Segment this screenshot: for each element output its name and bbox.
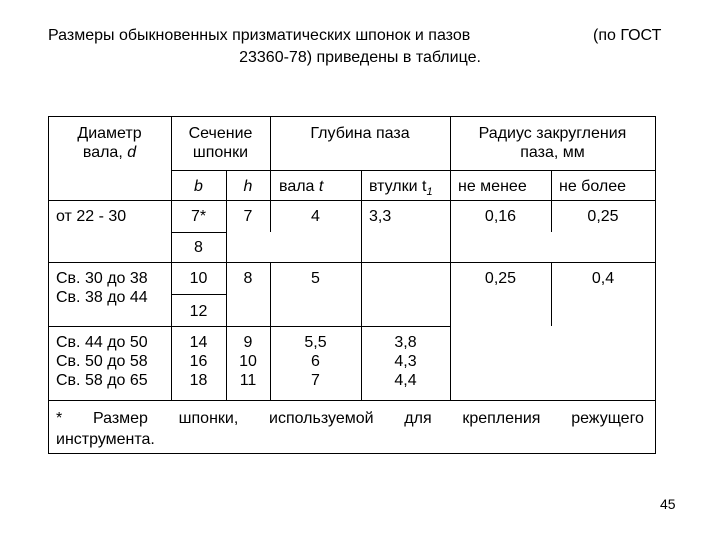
subheader-min: не менее (458, 178, 527, 195)
subheader-b: b (194, 178, 203, 195)
table-cell-t: 4 (311, 208, 320, 225)
table-cell-h: 7 (243, 208, 253, 225)
table-footnote (56, 408, 644, 450)
table-cell-b: 10 (189, 270, 208, 287)
subheader-h: h (243, 178, 253, 195)
table-cell-t: 5 (311, 270, 320, 287)
page-number: 45 (660, 496, 676, 512)
subheader-shaft: вала t (279, 178, 324, 195)
table-cell-diameter: от 22 - 30 (56, 208, 127, 225)
footnote-line1: * Размер шпонки, используемой для крепления режущего (56, 410, 644, 427)
heading-text-line2: 23360-78) приведены в таблице. (239, 49, 481, 66)
heading-gost: (по ГОСТ (593, 27, 662, 44)
table-cell-t1: 3,8 4,3 4,4 (394, 334, 417, 389)
table-cell-rmin: 0,25 (484, 270, 517, 287)
header-depth: Глубина паза (310, 125, 410, 142)
table-cell-b-extra: 8 (194, 239, 203, 256)
table-cell-h: 9 10 11 (239, 334, 257, 389)
table-cell-b-extra: 12 (189, 303, 208, 320)
table-cell-b: 7* (190, 208, 207, 225)
header-radius: Радиус закругления паза, мм (478, 125, 627, 161)
table-cell-diameter: Св. 44 до 50 Св. 50 до 58 Св. 58 до 65 (56, 334, 148, 389)
header-diameter-line2: вала, d (82, 144, 137, 161)
heading-text: Размеры обыкновенных призматических шпонок и пазов (48, 27, 471, 44)
table-cell-t1: 3,3 (369, 208, 392, 225)
header-section: Сечение шпонки (188, 125, 253, 161)
subheader-hub: втулки $t_1$ (369, 178, 433, 199)
subheader-max: не более (559, 178, 627, 195)
table-cell-rmax: 0,4 (591, 270, 615, 287)
table-cell-t: 5,5 6 7 (304, 334, 327, 389)
table-cell-h: 8 (243, 270, 253, 287)
table-cell-rmax: 0,25 (587, 208, 619, 225)
table-cell-diameter: Св. 30 до 38 Св. 38 до 44 (56, 270, 148, 306)
table-cell-rmin: 0,16 (484, 208, 517, 225)
header-diameter: Диаметр вала, d (48, 124, 171, 162)
table-cell-b: 14 16 18 (189, 334, 208, 389)
footnote-line2: инструмента. (56, 431, 155, 448)
